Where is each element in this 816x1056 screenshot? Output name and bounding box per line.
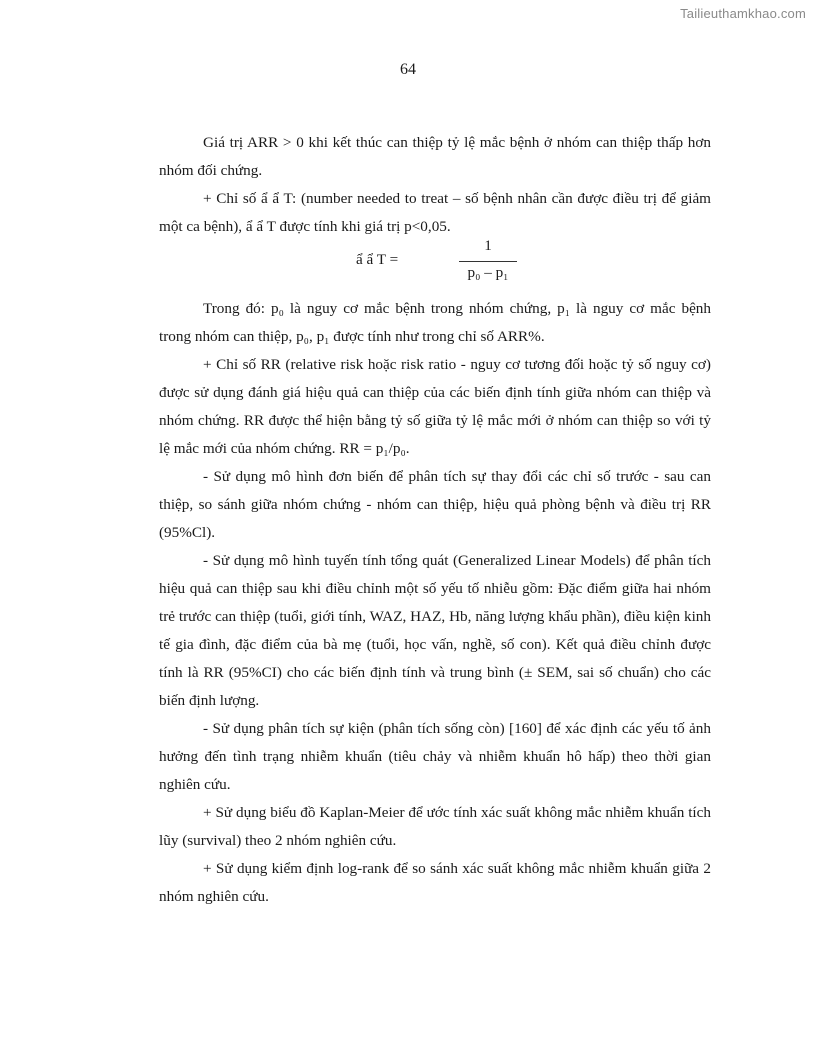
paragraph-arr: Giá trị ARR > 0 khi kết thúc can thiệp tỷ lệ mắc bệnh ở nhóm can thiệp thấp hơn nhóm đối chứng. <box>159 134 711 179</box>
formula-numerator: 1 <box>484 237 492 254</box>
paragraph-survival: - Sử dụng phân tích sự kiện (phân tích sống còn) [160] để xác định các yếu tố ảnh hưởng đến tình trạng nhiễm khuẩn (tiêu chảy và nhiễm khuẩn hô hấp) theo thời gian nghiên cứu. <box>159 720 711 793</box>
formula-denominator: p₀ – p₁ <box>467 264 509 281</box>
paragraph-rr: + Chỉ số RR (relative risk hoặc risk ratio - nguy cơ tương đối hoặc tỷ số nguy cơ) được sử dụng đánh giá hiệu quả can thiệp của các biến định tính giữa nhóm can thiệp và nhóm chứng. RR được thể hiện bằng tỷ số giữa tỷ lệ mắc mới ở nhóm can thiệp so với tỷ lệ mắc mới của nhóm chứng. RR = p₁/p₀. <box>159 356 711 457</box>
watermark: Tailieuthamkhao.com <box>680 6 806 21</box>
paragraph-definitions: Trong đó: p₀ là nguy cơ mắc bệnh trong nhóm chứng, p₁ là nguy cơ mắc bệnh trong nhóm can thiệp, p₀, p₁ được tính như trong chỉ số ARR%. <box>159 300 711 345</box>
document-body <box>159 129 711 911</box>
formula-lhs: ẩ ẩ T = <box>356 251 399 268</box>
paragraph-kaplan-meier: + Sử dụng biểu đồ Kaplan-Meier để ước tính xác suất không mắc nhiễm khuẩn tích lũy (survival) theo 2 nhóm nghiên cứu. <box>159 804 711 849</box>
paragraph-glm: - Sử dụng mô hình tuyến tính tổng quát (Generalized Linear Models) để phân tích hiệu quả can thiệp sau khi điều chỉnh một số yếu tố nhiễu gồm: Đặc điểm giữa hai nhóm trẻ trước can thiệp (tuổi, giới tính, WAZ, HAZ, Hb, năng lượng khẩu phần), điều kiện kinh tế gia đình, đặc điểm của bà mẹ (tuổi, học vấn, nghề, số con). Kết quả điều chỉnh được tính là RR (95%CI) cho các biến định tính và trung bình (± SEM, sai số chuẩn) cho các biến định lượng. <box>159 552 711 709</box>
nnt-formula <box>159 237 711 295</box>
paragraph-univariate: - Sử dụng mô hình đơn biến để phân tích sự thay đổi các chỉ số trước - sau can thiệp, so sánh giữa nhóm chứng - nhóm can thiệp, hiệu quả phòng bệnh và điều trị RR (95%Cl). <box>159 468 711 541</box>
page-number: 64 <box>400 61 416 78</box>
paragraph-log-rank: + Sử dụng kiểm định log-rank để so sánh xác suất không mắc nhiễm khuẩn giữa 2 nhóm nghiên cứu. <box>159 860 711 905</box>
fraction-bar <box>459 261 517 262</box>
paragraph-nnt: + Chỉ số ẩ ẩ T: (number needed to treat – số bệnh nhân cần được điều trị để giảm một ca bệnh), ẩ ẩ T được tính khi giá trị p<0,05. <box>159 190 711 235</box>
